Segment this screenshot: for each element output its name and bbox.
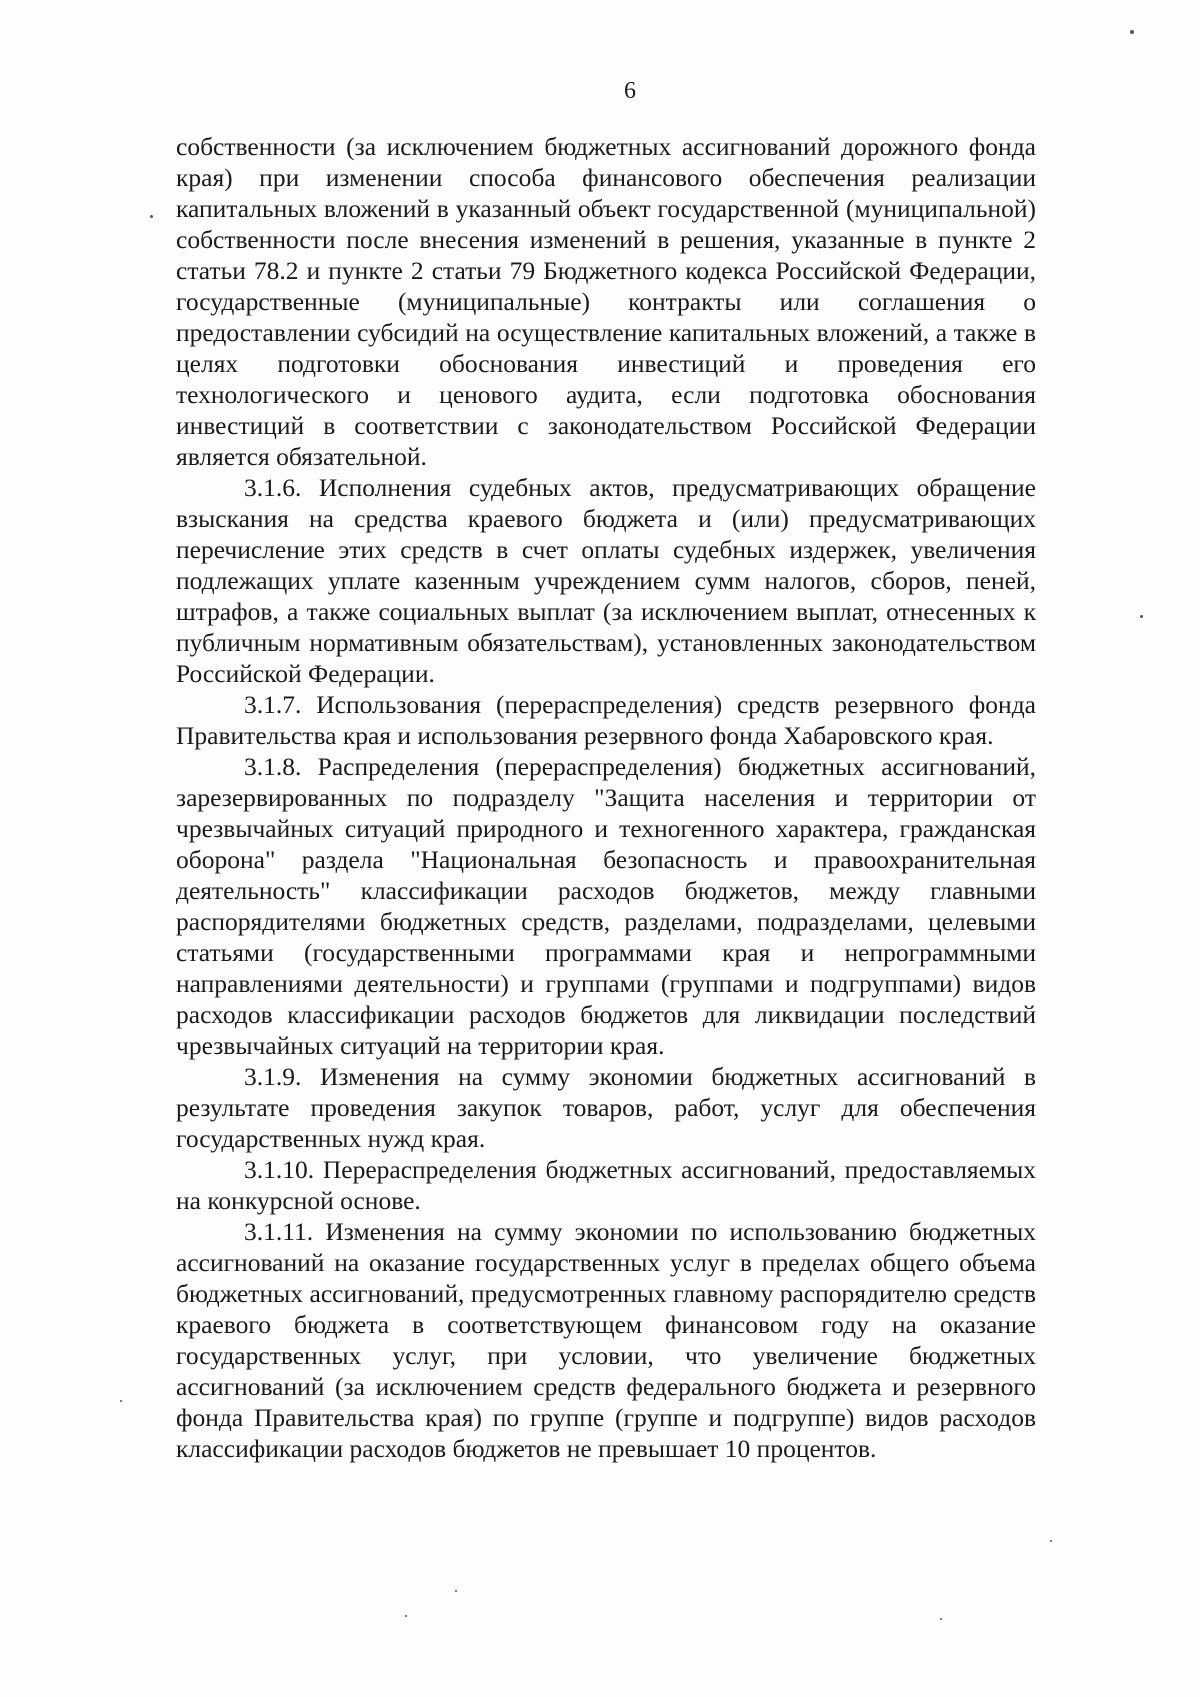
scan-speck (405, 1615, 407, 1617)
scan-speck (1050, 1540, 1052, 1542)
paragraph-continuation: собственности (за исключением бюджетных ассигнований дорожного фонда края) при изменении способа финансового обеспечения реализации капитальных вложений в указанный объект государственной (муниципальной) собственности после внесения изменений в решения, указанные в пункте 2 статьи 78.2 и пункте 2 статьи 79 Бюджетного кодекса Российской Федерации, государственные (муниципальные) контракты или соглашения о предоставлении субсидий на осуществление капитальных вложений, а также в целях подготовки обоснования инвестиций и проведения его технологического и ценового аудита, если подготовка обоснования инвестиций в соответствии с законодательством Российской Федерации является обязательной. (176, 132, 1036, 471)
scan-speck (1140, 615, 1143, 618)
paragraph-3-1-7: 3.1.7. Использования (перераспределения) средств резервного фонда Правительства края и использования резервного фонда Хабаровского края. (176, 690, 1036, 750)
scan-speck (150, 215, 153, 218)
document-body (176, 131, 1036, 1464)
scan-speck (1130, 30, 1134, 34)
paragraph-3-1-6: 3.1.6. Исполнения судебных актов, предусматривающих обращение взыскания на средства краевого бюджета и (или) предусматривающих перечисление этих средств в счет оплаты судебных издержек, увеличения подлежащих уплате казенным учреждением сумм налогов, сборов, пеней, штрафов, а также социальных выплат (за исключением выплат, отнесенных к публичным нормативным обязательствам), установленных законодательством Российской Федерации. (176, 473, 1036, 688)
paragraph-3-1-9: 3.1.9. Изменения на сумму экономии бюджетных ассигнований в результате проведения закупок товаров, работ, услуг для обеспечения государственных нужд края. (176, 1062, 1036, 1153)
scan-speck (940, 1618, 942, 1620)
paragraph-3-1-10: 3.1.10. Перераспределения бюджетных ассигнований, предоставляемых на конкурсной основе. (176, 1155, 1036, 1215)
paragraph-3-1-8: 3.1.8. Распределения (перераспределения) бюджетных ассигнований, зарезервированных по подразделу "Защита населения и территории от чрезвычайных ситуаций природного и техногенного характера, гражданская оборона" раздела "Национальная безопасность и правоохранительная деятельность" классификации расходов бюджетов, между главными распорядителями бюджетных средств, разделами, подразделами, целевыми статьями (государственными программами края и непрограммными направлениями деятельности) и группами (группами и подгруппами) видов расходов классификации расходов бюджетов для ликвидации последствий чрезвычайных ситуаций на территории края. (176, 752, 1036, 1060)
page-number: 6 (624, 78, 636, 104)
scan-speck (455, 1590, 457, 1592)
paragraph-3-1-11: 3.1.11. Изменения на сумму экономии по использованию бюджетных ассигнований на оказание государственных услуг в пределах общего объема бюджетных ассигнований, предусмотренных главному распорядителю средств краевого бюджета в соответствующем финансовом году на оказание государственных услуг, при условии, что увеличение бюджетных ассигнований (за исключением средств федерального бюджета и резервного фонда Правительства края) по группе (группе и подгруппе) видов расходов классификации расходов бюджетов не превышает 10 процентов. (176, 1217, 1036, 1463)
scan-speck (120, 1400, 122, 1402)
